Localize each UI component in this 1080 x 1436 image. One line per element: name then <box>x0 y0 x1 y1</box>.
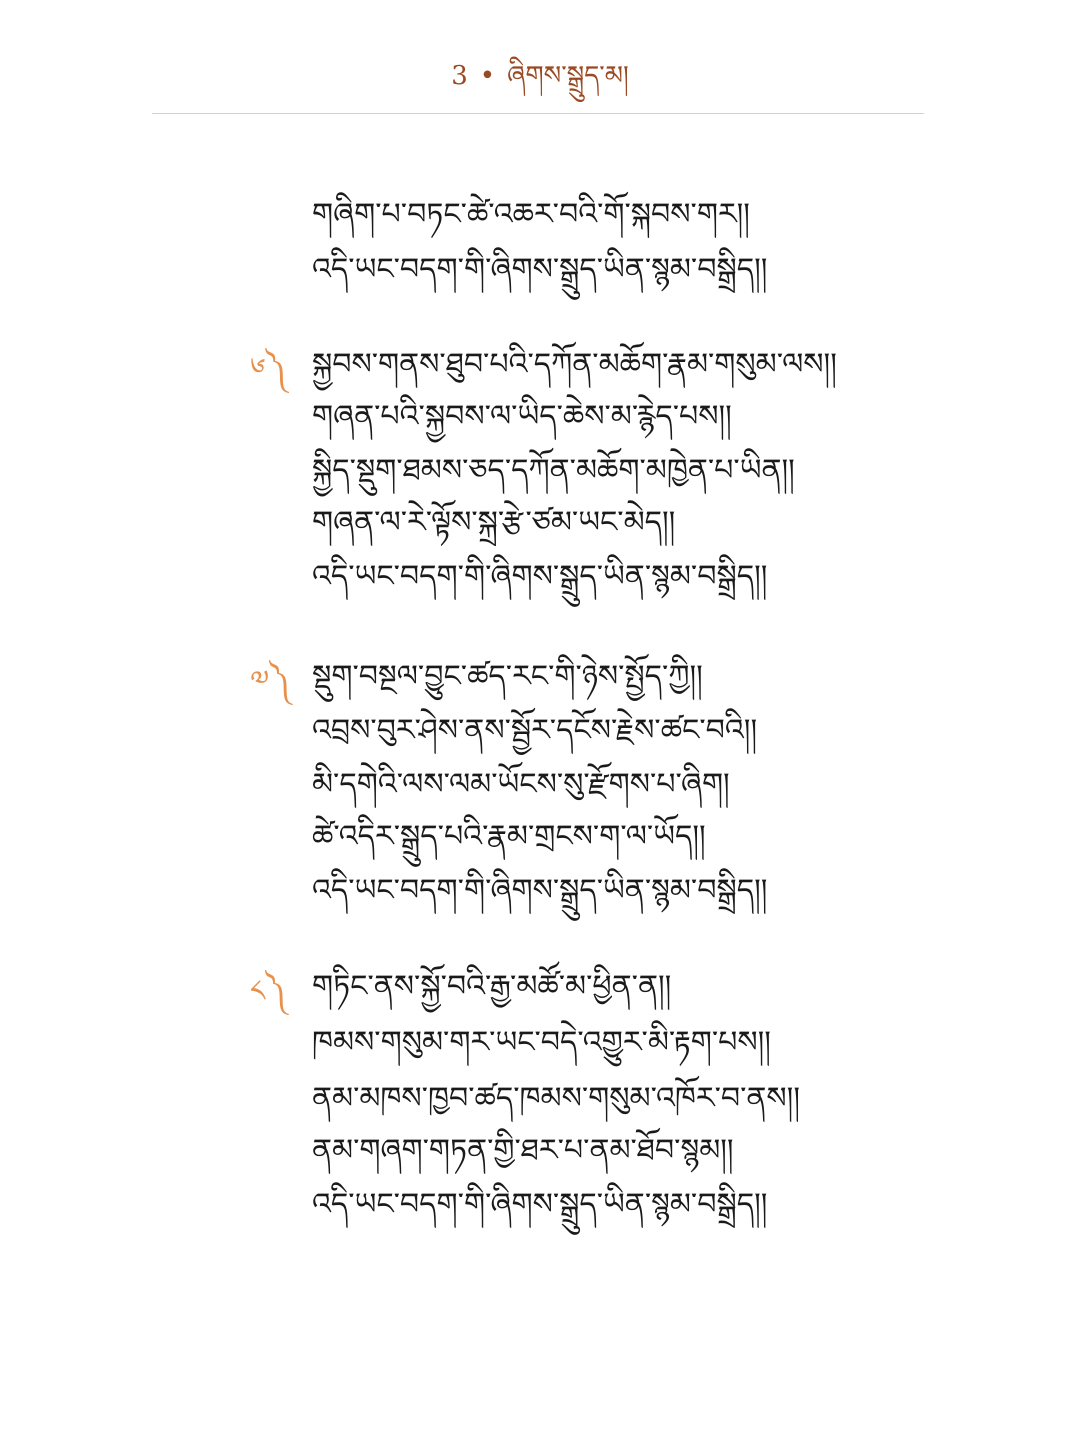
verse-line: ཁམས་གསུམ་གར་ཡང་བདེ་འགྱུར་མི་རྟག་པས།། <box>312 1025 771 1060</box>
verse-line: ཚེ་འདིར་སྒྲུད་པའི་རྣམ་གྲངས་ག་ལ་ཡོད།། <box>312 819 706 854</box>
running-title: ཞིགས་སྒྲུད་མ། <box>507 61 629 91</box>
page-header <box>0 56 1080 96</box>
verse-line: གཞིག་པ་བཏང་ཚེ་འཆར་བའི་གོ་སྐབས་གར།། <box>312 197 750 232</box>
verse-line: གཏིང་ནས་སྐྱོ་བའི་རྒྱ་མཚོ་མ་ཕྱིན་ན།། <box>312 969 672 1004</box>
verse-line: སྐྱིད་སྡུག་ཐམས་ཅད་དཀོན་མཆོག་མཁྱེན་པ་ཡིན།། <box>312 453 795 488</box>
verse-line: མི་དགེའི་ལས་ལམ་ཡོངས་སུ་རྫོགས་པ་ཞིག། <box>312 767 730 802</box>
header-separator: • <box>479 61 496 91</box>
verse-number: ༨༽ <box>250 974 287 1009</box>
verse-number: ༧༽ <box>250 664 291 699</box>
verse-line: སྐྱབས་གནས་ཐུབ་པའི་དཀོན་མཆོག་རྣམ་གསུམ་ལས།། <box>312 347 837 382</box>
verse-line: འདི་ཡང་བདག་གི་ཞིགས་སྒྲུད་ཡིན་སྙམ་བསྒྲིད།། <box>312 252 768 287</box>
header-rule <box>152 113 924 114</box>
verse-line: འབྲས་བུར་ཤེས་ནས་སྦྱོར་དངོས་རྗེས་ཚང་བའི།། <box>312 713 758 748</box>
verse-line: ནམ་གཞག་གཏན་གྱི་ཐར་པ་ནམ་ཐོབ་སྙམ།། <box>312 1133 734 1168</box>
verse-number: ༦༽ <box>250 352 287 387</box>
verse-line: འདི་ཡང་བདག་གི་ཞིགས་སྒྲུད་ཡིན་སྙམ་བསྒྲིད།། <box>312 559 768 594</box>
verse-line: གཞན་ལ་རེ་ལྟོས་སྐྲ་རྩེ་ཙམ་ཡང་མེད།། <box>312 505 676 540</box>
verse-line: འདི་ཡང་བདག་གི་ཞིགས་སྒྲུད་ཡིན་སྙམ་བསྒྲིད།། <box>312 873 768 908</box>
verse-line: འདི་ཡང་བདག་གི་ཞིགས་སྒྲུད་ཡིན་སྙམ་བསྒྲིད།། <box>312 1187 768 1222</box>
page-number: 3 <box>451 61 468 91</box>
verse-line: གཞན་པའི་སྐྱབས་ལ་ཡིད་ཆེས་མ་རྙེད་པས།། <box>312 399 732 434</box>
verse-line: སྡུག་བསྔལ་བྱུང་ཚད་རང་གི་ཉེས་སྤྱོད་ཀྱི།། <box>312 659 703 694</box>
verse-line: ནམ་མཁས་ཁྱབ་ཚད་ཁམས་གསུམ་འཁོར་བ་ནས།། <box>312 1081 800 1116</box>
